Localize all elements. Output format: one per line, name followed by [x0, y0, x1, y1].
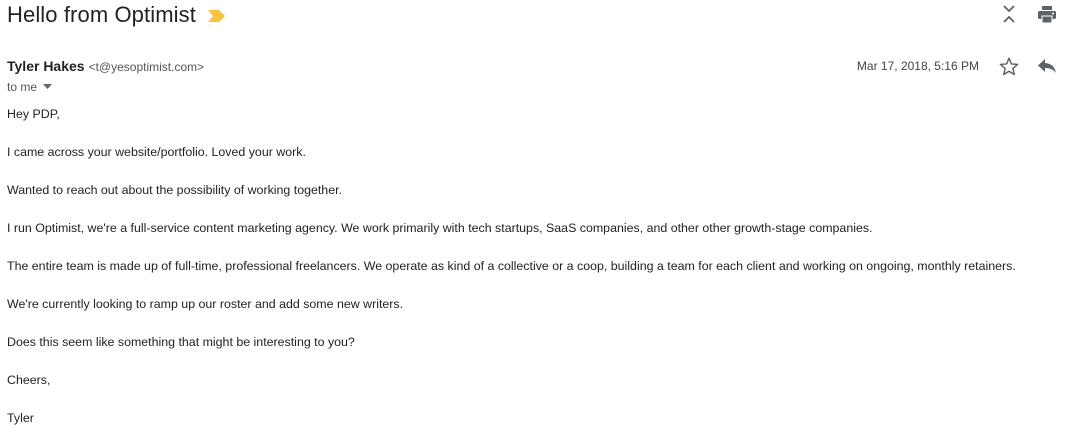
- chevron-down-icon: [43, 84, 52, 90]
- star-icon: [999, 57, 1019, 76]
- collapse-all-icon: [1002, 4, 1016, 24]
- recipient-label: to me: [7, 80, 38, 94]
- collapse-all-button[interactable]: [999, 4, 1019, 24]
- sender-email: <t@yesoptimist.com>: [88, 60, 205, 74]
- body-paragraph: Cheers,: [7, 373, 51, 387]
- body-paragraph: I run Optimist, we're a full-service content marketing agency. We work primarily with tech startups, SaaS companies, and other other growth-stage companies.: [7, 221, 873, 235]
- message-meta: [857, 56, 1057, 76]
- reply-icon: [1037, 58, 1057, 74]
- star-button[interactable]: [999, 56, 1019, 76]
- body-paragraph: The entire team is made up of full-time, professional freelancers. We operate as kind of a collective or a coop, building a team for each client and working on ongoing, monthly retainers.: [7, 259, 1016, 273]
- body-paragraph: Does this seem like something that might be interesting to you?: [7, 335, 355, 349]
- subject-row: [7, 0, 225, 30]
- recipient-details-toggle[interactable]: [7, 80, 52, 94]
- body-paragraph: Wanted to reach out about the possibility of working together.: [7, 183, 342, 197]
- reply-button[interactable]: [1037, 56, 1057, 76]
- importance-marker-icon[interactable]: [208, 10, 225, 22]
- email-subject: Hello from Optimist: [7, 2, 196, 27]
- print-icon: [1038, 6, 1056, 23]
- sender-info: [7, 58, 204, 74]
- body-paragraph: I came across your website/portfolio. Loved your work.: [7, 145, 306, 159]
- message-date: Mar 17, 2018, 5:16 PM: [856, 59, 979, 73]
- body-paragraph: We're currently looking to ramp up our roster and add some new writers.: [7, 297, 404, 311]
- body-paragraph: Tyler: [7, 411, 34, 425]
- body-paragraph: Hey PDP,: [7, 107, 60, 121]
- message-body: [7, 106, 1065, 448]
- print-button[interactable]: [1037, 4, 1057, 24]
- sender-name[interactable]: Tyler Hakes: [7, 58, 85, 74]
- header-actions: [999, 4, 1057, 24]
